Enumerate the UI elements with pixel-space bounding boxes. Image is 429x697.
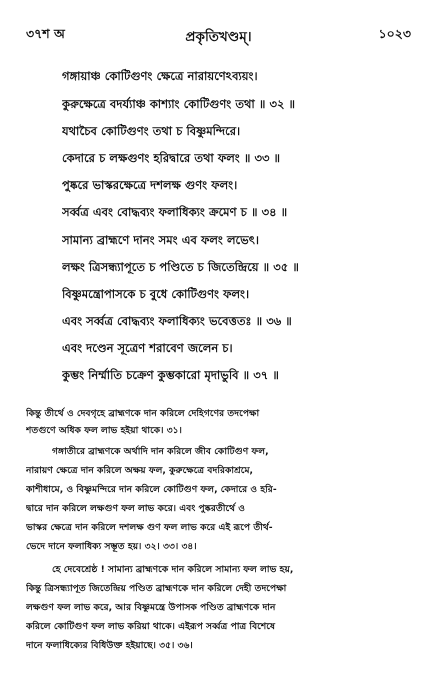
- verse-line: এবং সর্ব্বত্র বোদ্ধব্যং ফলাধিক্যং ভবেত্ততঃ ॥ ৩৬ ॥: [62, 314, 292, 328]
- verse-line: গঙ্গায়াঞ্চ কোটিগুণং ক্ষেত্রে নারায়ণেঽব্যয়ং।: [62, 69, 258, 83]
- commentary-line: নারায়ণ ক্ষেত্রে দান করিলে অক্ষয় ফল, কুরুক্ষেত্রে বদরিকাশ্রমে,: [26, 465, 254, 476]
- verse-line: কেদারে চ লক্ষগুণং হরিদ্বারে তথা ফলং ॥ ৩৩ ॥: [62, 151, 281, 165]
- commentary-line: দানে ফলাধিক্যের বিধিউক্ত হইয়াছে। ৩৫। ৩৬।: [26, 640, 193, 651]
- commentary-line: দ্বারে দান করিলে লক্ষগুণ ফল লাভ করে। এবং পুষ্করতীর্থে ও: [26, 503, 246, 514]
- verse-line: কুরুক্ষেত্রে বদর্য্যাঞ্চ কাশ্যাং কোটিগুণং তথা ॥ ৩২ ॥: [62, 97, 296, 111]
- commentary-line: হে দেবেশ্রেষ্ঠ ! সামান্য ব্রাহ্মণকে দান করিলে সামান্য ফল লাভ হয়,: [52, 564, 294, 575]
- verse-line: সর্ব্বত্র এবং বোদ্ধব্যং ফলাধিক্যং ক্রমেণ চ ॥ ৩৪ ॥: [62, 205, 288, 219]
- commentary-line: ভেদে দানে ফলাধিক্য সম্ভূত হয়। ৩২। ৩৩। ৩৪।: [26, 541, 197, 552]
- commentary-line: শতগুণে অধিক ফল লাভ হইয়া থাকে। ৩১।: [26, 425, 182, 436]
- verse-line: সামান্য ব্রাহ্মণে দানং সমং এব ফলং লভেৎ।: [62, 233, 260, 247]
- verse-line: পুষ্করে ভাস্করক্ষেত্রে দশলক্ষ গুণং ফলং।: [62, 178, 238, 192]
- verse-line: যথাচৈব কোটিগুণং তথা চ বিষ্ণুমন্দিরে।: [62, 124, 241, 138]
- commentary-line: কিন্তু তীর্থে ও দেবগৃহে ব্রাহ্মণকে দান করিলে দেহিগণের তদপেক্ষা: [26, 408, 260, 419]
- commentary-line: কিন্তু ত্রিসন্ধ্যাপূত জিতেন্দ্রিয় পণ্ডিত ব্রাহ্মণকে দান করিলে দেহী তদপেক্ষা: [26, 583, 287, 594]
- commentary-line: ভাস্কর ক্ষেত্রে দান করিলে দশলক্ষ গুণ ফল লাভ করে এই রূপে তীর্থ-: [26, 522, 273, 533]
- running-title: প্রকৃতিখণ্ডম্।: [185, 29, 252, 45]
- page-header: [26, 26, 411, 48]
- verse-line: লক্ষং ত্রিসন্ধ্যাপূতে চ পণ্ডিতে চ জিতেন্দ্রিয়ে ॥ ৩৫ ॥: [62, 260, 299, 274]
- commentary-line: লক্ষগুণ ফল লাভ করে, আর বিষ্ণুমন্ত্রে উপাসক পণ্ডিত ব্রাহ্মণকে দান: [26, 602, 276, 613]
- verse-line: কুম্ভং নির্ম্মাতি চক্রেণ কুম্ভকারো মৃদাভুবি ॥ ৩৭ ॥: [62, 368, 279, 382]
- chapter-number: ৩৭শ অ: [26, 26, 65, 41]
- commentary-line: কাশীধামে, ও বিষ্ণুমন্দিরে দান করিলে কোটিগুণ ফল, কেদারে ও হরি-: [26, 484, 277, 495]
- commentary-line: করিলে কোটিগুণ ফল লাভ করিয়া থাকে। এইরূপ সর্ব্বত্র পাত্র বিশেষে: [26, 621, 276, 632]
- verse-line: এবং দণ্ডেন সূত্রেণ শরাবেণ জলেন চ।: [62, 341, 233, 355]
- commentary-line: গঙ্গাতীরে ব্রাহ্মণকে অর্থাদি দান করিলে জীব কোটিগুণ ফল,: [52, 446, 269, 457]
- page-number: ১০২৩: [378, 26, 411, 41]
- verse-line: বিষ্ণুমন্ত্রোপাসকে চ বুধে কোটিগুণং ফলং।: [62, 287, 250, 301]
